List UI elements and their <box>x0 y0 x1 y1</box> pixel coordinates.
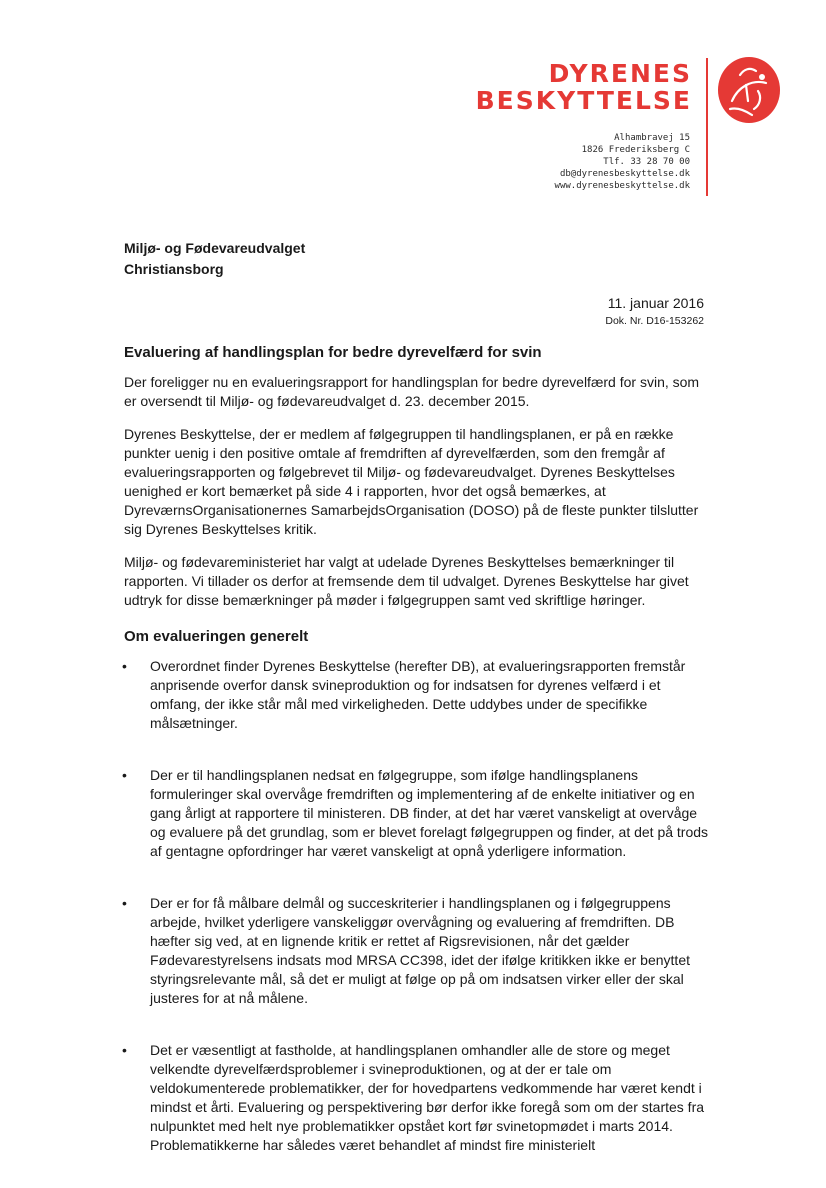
address-city: 1826 Frederiksberg C <box>581 145 690 155</box>
list-item-text: Der er for få målbare delmål og succeskriterier i handlingsplanen og i følgegruppens arbejde, hvilket yderligere vanskeliggør overvågning og evaluering af fremdriften. DB hæfter sig ved, at en lignende kritik er rettet af Rigsrevisionen, når det gælder Fødevarestyrelsens indsats mod MRSA CC398, idet der ifølge kritikken ikke er benyttet styringsrelevante mål, så det er muligt at følge op på om indsatsen virker eller der skal justeres for at nå målene. <box>150 895 690 1006</box>
paragraph: Der foreligger nu en evalueringsrapport for handlingsplan for bedre dyrevelfærd for svin, som er oversendt til Miljø- og fødevareudvalget d. 23. december 2015. <box>124 374 700 409</box>
letter-body <box>124 344 714 1188</box>
list-item-text: Der er til handlingsplanen nedsat en følgegruppe, som ifølge handlingsplanens formuleringer skal overvåge fremdriften og implementering af de enkelte initiativer og en gang årligt at rapportere til ministeren. DB finder, at det har været vanskeligt at overvåge og evaluere på det grundlag, som er blevet forelagt følgegruppen og finder, at det på trods af gentagne opfordringer har været vanskeligt at opnå yderligere information. <box>150 767 709 859</box>
document-number: Dok. Nr. D16-153262 <box>605 315 704 327</box>
list-item <box>124 894 714 1008</box>
date-block <box>605 294 704 329</box>
list-item <box>124 766 714 861</box>
logo-wordmark <box>476 60 692 114</box>
address-website: www.dyrenesbeskyttelse.dk <box>554 181 690 191</box>
list-item-text: Det er væsentligt at fastholde, at handlingsplanen omhandler alle de store og meget velkendte dyrevelfærdsproblemer i svineproduktionen, og at der er tale om veldokumenterede problematikker, der for hovedpartens vedkommende har været kendt i mindst et årti. Evaluering og perspektivering bør derfor ikke foregå som om der startes fra nulpunktet med helt nye problematikker opstået kort før svinetopmødet i marts 2014. Problematikkerne har således været behandlet af mindst fire ministerielt <box>150 1042 705 1153</box>
address-phone: Tlf. 33 28 70 00 <box>603 157 690 167</box>
logo-emblem-icon <box>718 57 780 123</box>
bullet-list <box>124 657 714 1155</box>
section-heading: Om evalueringen generelt <box>124 628 309 645</box>
bullet-icon: • <box>122 767 127 783</box>
logo-divider <box>706 58 708 196</box>
logo-line-1: DYRENES <box>548 59 692 88</box>
letter-date: 11. januar 2016 <box>607 295 704 311</box>
letter-title: Evaluering af handlingsplan for bedre dyrevelfærd for svin <box>124 344 542 361</box>
list-item-text: Overordnet finder Dyrenes Beskyttelse (herefter DB), at evalueringsrapporten fremstår anprisende overfor dansk svineproduktion og for indsatsen for dyrenes velfærd i et omfang, der ikke står mål med virkeligheden. Dette uddybes under de specifikke målsætninger. <box>150 658 686 731</box>
bullet-icon: • <box>122 895 127 911</box>
recipient-location: Christiansborg <box>124 261 224 277</box>
paragraph: Miljø- og fødevareministeriet har valgt at udelade Dyrenes Beskyttelses bemærkninger til rapporten. Vi tillader os derfor at fremsende dem til udvalget. Dyrenes Beskyttelse har givet udtryk for disse bemærkninger på møder i følgegruppen samt ved skriftlige høringer. <box>124 554 689 608</box>
address-street: Alhambravej 15 <box>614 133 690 143</box>
bullet-icon: • <box>122 1042 127 1058</box>
recipient-block <box>124 238 305 280</box>
list-item <box>124 657 714 733</box>
bullet-icon: • <box>122 658 127 674</box>
logo-line-2: BESKYTTELSE <box>475 86 692 115</box>
recipient-name: Miljø- og Fødevareudvalget <box>124 240 306 256</box>
list-item <box>124 1041 714 1155</box>
paragraph: Dyrenes Beskyttelse, der er medlem af følgegruppen til handlingsplanen, er på en række punkter uenig i den positive omtale af fremdriften af dyrevelfærden, som den fremgår af evalueringsrapporten og følgebrevet til Miljø- og fødevareudvalget. Dyrenes Beskyttelses uenighed er kort bemærket på side 4 i rapporten, hvor det også bemærkes, at DyreværnsOrganisationernes SamarbejdsOrganisation (DOSO) på de fleste punkter tilslutter sig Dyrenes Beskyttelses kritik. <box>124 426 699 537</box>
address-email: db@dyrenesbeskyttelse.dk <box>559 169 690 179</box>
sender-address <box>555 132 690 192</box>
